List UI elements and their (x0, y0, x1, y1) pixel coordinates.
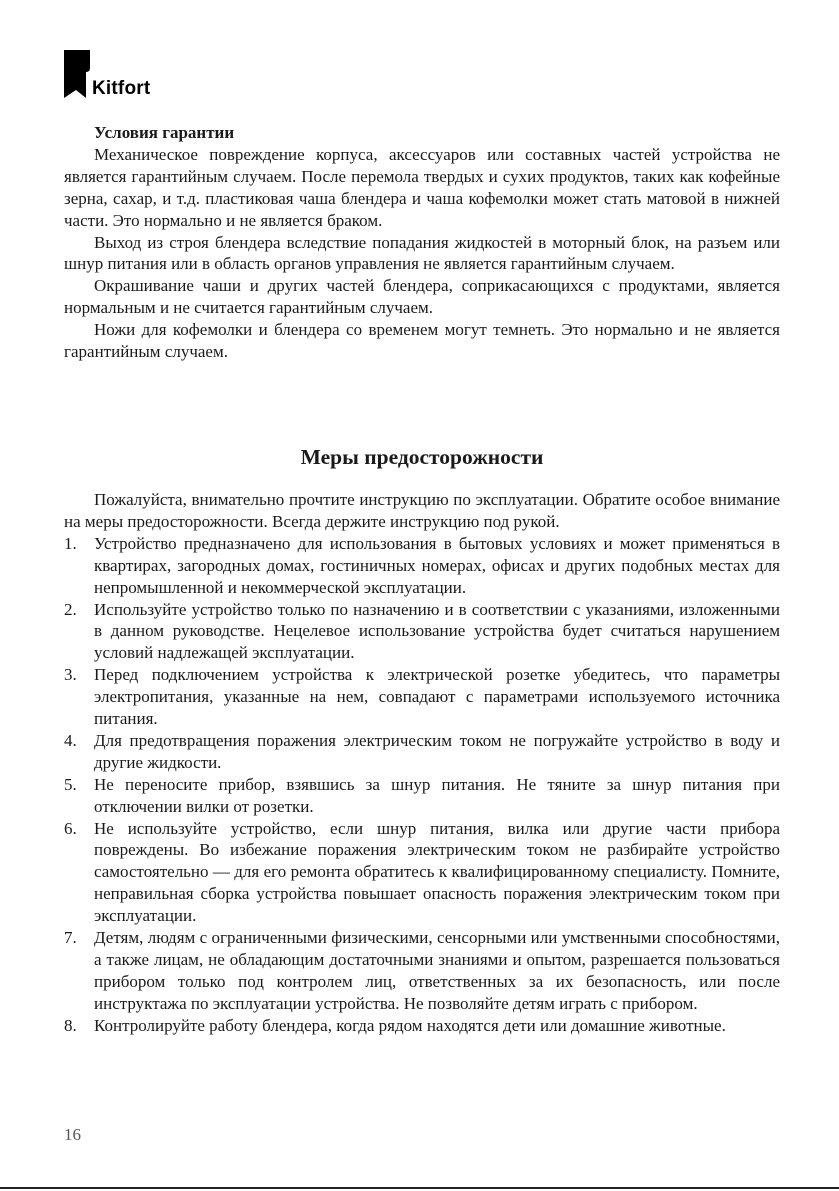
kitfort-logo (64, 50, 174, 100)
kitfort-logo-mark-icon (64, 50, 94, 100)
item-number: 1. (64, 533, 77, 553)
precautions-intro: Пожалуйста, внимательно прочтите инструкцию по эксплуатации. Обратите особое внимание на меры предосторожности. Всегда держите инструкцию под рукой. (64, 489, 780, 531)
list-item (64, 664, 780, 730)
item-number: 6. (64, 818, 77, 838)
precautions-title: Меры предосторожности (300, 444, 544, 469)
warranty-paragraph: Выход из строя блендера вследствие попадания жидкостей в моторный блок, на разъем или шнур питания или в область органов управления не является гарантийным случаем. (64, 232, 780, 274)
list-item (64, 533, 780, 599)
item-text: Не переносите прибор, взявшись за шнур питания. Не тяните за шнур питания при отключении вилки от розетки. (94, 774, 780, 816)
precautions-list (64, 533, 780, 1037)
item-number: 2. (64, 599, 77, 619)
item-text: Не используйте устройство, если шнур питания, вилка или другие части прибора повреждены. Во избежание поражения электрическим током не разбирайте устройство самостоятельно — для его ремонта обратитесь к квалифицированному специалисту. Помните, неправильная сборка устройства повышает опасность поражения электрическим током при эксплуатации. (94, 818, 780, 926)
page-content (64, 122, 780, 1037)
item-number: 5. (64, 774, 77, 794)
warranty-title: Условия гарантии (94, 123, 235, 142)
item-text: Контролируйте работу блендера, когда рядом находятся дети или домашние животные. (94, 1015, 726, 1035)
item-text: Детям, людям с ограниченными физическими, сенсорными или умственными способностями, а также лицам, не обладающим достаточными знаниями и опытом, разрешается пользоваться прибором только под контролем лиц, ответственных за их безопасность, или после инструктажа по эксплуатации устройства. Не позволяйте детям играть с прибором. (94, 928, 780, 1013)
list-item (64, 730, 780, 774)
item-text: Перед подключением устройства к электрической розетке убедитесь, что параметры электропитания, указанные на нем, совпадают с параметрами используемого источника питания. (94, 665, 780, 729)
item-number: 8. (64, 1015, 77, 1035)
page-number: 16 (64, 1125, 81, 1144)
item-text: Для предотвращения поражения электрическим током не погружайте устройство в воду и другие жидкости. (94, 730, 780, 772)
list-item (64, 599, 780, 665)
logo-text: Kitfort (92, 78, 151, 99)
item-text: Используйте устройство только по назначению и в соответствии с указаниями, изложенными в данном руководстве. Нецелевое использование устройства будет считаться нарушением условий надлежащей эксплуатации. (94, 599, 780, 663)
item-text: Устройство предназначено для использования в бытовых условиях и может применяться в квартирах, загородных домах, гостиничных номерах, офисах и других подобных местах для непромышленной и некоммерческой эксплуатации. (94, 533, 780, 597)
item-number: 7. (64, 928, 77, 948)
bottom-divider (0, 1187, 839, 1189)
warranty-paragraph: Окрашивание чаши и других частей блендера, соприкасающихся с продуктами, является нормальным и не считается гарантийным случаем. (64, 276, 780, 318)
item-number: 3. (64, 665, 77, 685)
list-item (64, 1015, 780, 1037)
list-item (64, 774, 780, 818)
list-item (64, 927, 780, 1015)
list-item (64, 818, 780, 928)
warranty-paragraph: Механическое повреждение корпуса, аксессуаров или составных частей устройства не является гарантийным случаем. После перемола твердых и сухих продуктов, таких как кофейные зерна, сахар, и т.д. пластиковая чаша блендера и чаша кофемолки может стать матовой в нижней части. Это нормально и не является браком. (64, 144, 780, 230)
item-number: 4. (64, 730, 77, 750)
warranty-paragraph: Ножи для кофемолки и блендера со временем могут темнеть. Это нормально и не является гарантийным случаем. (64, 320, 780, 362)
